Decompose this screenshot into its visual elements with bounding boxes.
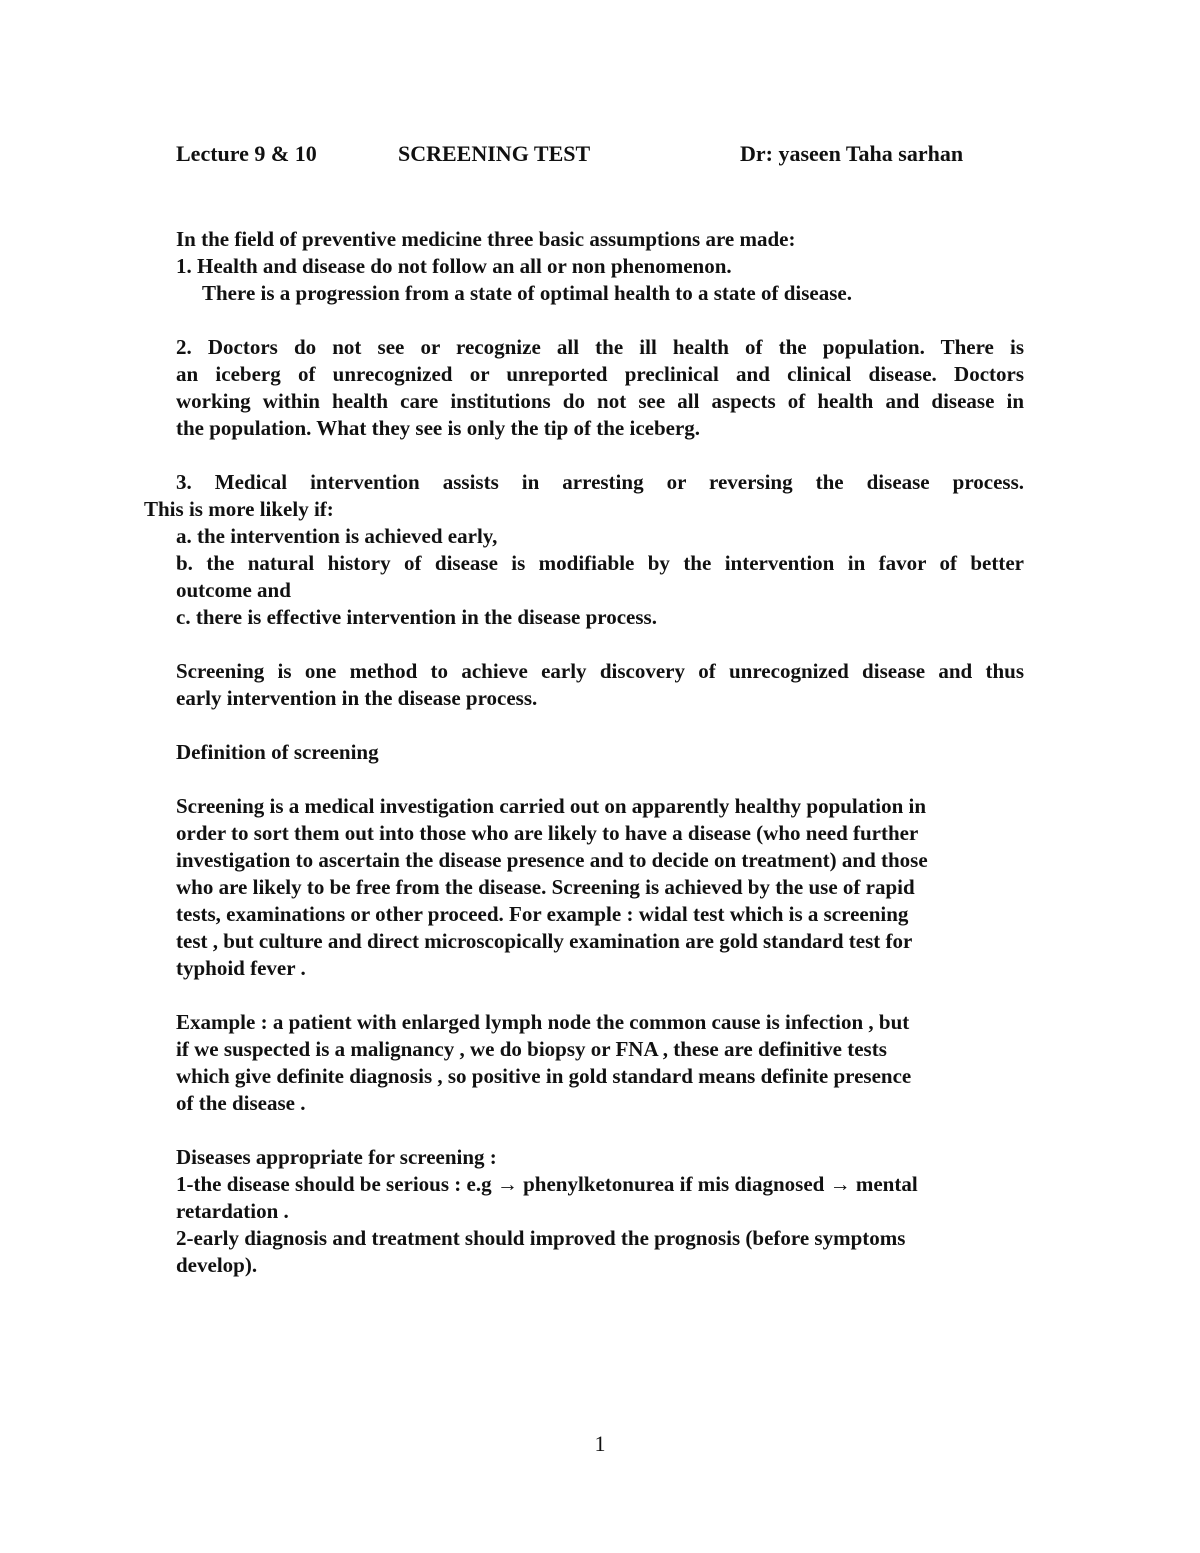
page-number: 1 — [594, 1431, 606, 1456]
paragraph-line: typhoid fever . — [176, 956, 306, 980]
screening-method-paragraph — [176, 658, 1024, 712]
criterion-2: 2-early diagnosis and treatment should improved the prognosis (before symptoms — [176, 1226, 906, 1250]
lecture-author: Dr: yaseen Taha sarhan — [740, 141, 964, 166]
criterion-1: 1-the disease should be serious : e.g → phenylketonurea if mis diagnosed → mental — [176, 1172, 918, 1196]
assumption-2 — [176, 334, 1024, 442]
assumption-1: 1. Health and disease do not follow an all or non phenomenon. — [176, 254, 732, 278]
document-body — [144, 226, 1024, 1279]
page-header — [176, 140, 1036, 170]
paragraph-line: Screening is one method to achieve early discovery of unrecognized disease and thus — [176, 659, 1024, 683]
paragraph-line: if we suspected is a malignancy , we do biopsy or FNA , these are definitive tests — [176, 1037, 887, 1061]
paragraph-line: which give definite diagnosis , so positive in gold standard means definite presence — [176, 1064, 912, 1088]
condition-c: c. there is effective intervention in the disease process. — [176, 605, 657, 629]
criterion-1-continued: retardation . — [176, 1199, 289, 1223]
paragraph-line: early intervention in the disease process. — [176, 686, 538, 710]
paragraph-line: who are likely to be free from the disease. Screening is achieved by the use of rapid — [176, 875, 915, 899]
paragraph-line: test , but culture and direct microscopically examination are gold standard test for — [176, 929, 913, 953]
diseases-heading: Diseases appropriate for screening : — [176, 1145, 497, 1169]
assumption-3 — [144, 469, 1024, 631]
lecture-title: SCREENING TEST — [398, 141, 591, 166]
paragraph-line: 2. Doctors do not see or recognize all the ill health of the population. There is — [176, 335, 1024, 359]
paragraph-line: Screening is a medical investigation carried out on apparently healthy population in — [176, 794, 927, 818]
paragraph-line: working within health care institutions do not see all aspects of health and disease in — [176, 389, 1024, 413]
paragraph-line: tests, examinations or other proceed. For example : widal test which is a screening — [176, 902, 909, 926]
diseases-section — [176, 1144, 1024, 1279]
lecture-number: Lecture 9 & 10 — [176, 141, 317, 166]
condition-b-continued: outcome and — [176, 578, 291, 602]
condition-b: b. the natural history of disease is modifiable by the intervention in favor of better — [176, 551, 1024, 575]
definition-heading: Definition of screening — [176, 740, 379, 764]
condition-a: a. the intervention is achieved early, — [176, 524, 498, 548]
paragraph-line: the population. What they see is only the tip of the iceberg. — [176, 416, 701, 440]
paragraph-line: order to sort them out into those who are likely to have a disease (who need further — [176, 821, 919, 845]
paragraph-line: investigation to ascertain the disease presence and to decide on treatment) and those — [176, 848, 928, 872]
intro-lead: In the field of preventive medicine three basic assumptions are made: — [176, 227, 796, 251]
paragraph-line: Example : a patient with enlarged lymph node the common cause is infection , but — [176, 1010, 910, 1034]
paragraph-line: This is more likely if: — [144, 497, 334, 521]
paragraph-line: an iceberg of unrecognized or unreported preclinical and clinical disease. Doctors — [176, 362, 1024, 386]
assumption-1-detail: There is a progression from a state of optimal health to a state of disease. — [202, 281, 852, 305]
definition-paragraph — [176, 793, 1024, 982]
paragraph-line: 3. Medical intervention assists in arresting or reversing the disease process. — [176, 470, 1024, 494]
criterion-2-continued: develop). — [176, 1253, 258, 1277]
paragraph-line: of the disease . — [176, 1091, 306, 1115]
example-paragraph — [176, 1009, 1024, 1117]
